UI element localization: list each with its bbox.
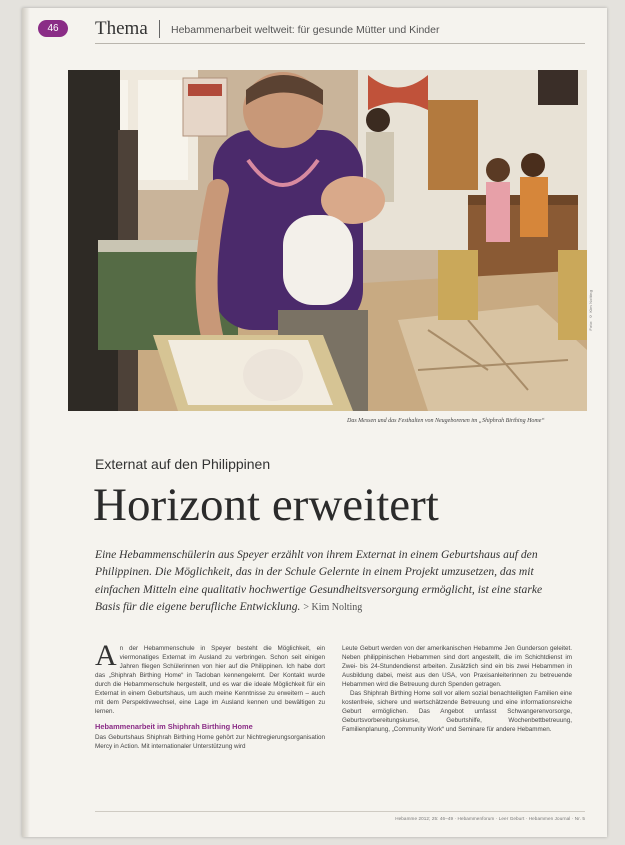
article-author: > Kim Nolting [303, 602, 363, 614]
lead-text: Eine Hebammenschülerin aus Speyer erzählt von ihrem Externat in einem Geburtshaus auf den Philippinen. Die Möglichkeit, das in der Schule Gelernte in einem Projekt umzusetzen, das mit einfachen Mitteln eine qualitativ hochwertige Gesundheitsversorgung ermöglicht, ist eine starke Basis für die eigene berufliche Entwicklung. [95, 548, 543, 614]
header-separator [159, 20, 160, 38]
page-number-badge: 46 [38, 20, 68, 37]
body-paragraph [95, 639, 325, 716]
body-column-1 [95, 639, 325, 751]
page-footer: Hebamme 2012; 25: 46–49 · Hebammenforum · Leer Geburt · Hebammen Journal · Nr. 5 [395, 816, 585, 821]
section-title: Thema [95, 18, 148, 39]
article-lead [95, 546, 565, 617]
body-paragraph: Das Geburtshaus Shiphrah Birthing Home gehört zur Nichtregierungsorganisation Mercy in Action. Mit internationaler Unterstützung wird [95, 734, 325, 750]
drop-cap: A [95, 639, 117, 672]
page-binding-shadow [22, 8, 30, 837]
body-paragraph: Das Shiphrah Birthing Home soll vor allem sozial benachteiligten Familien eine kostenfreie, sichere und wertschätzende Betreuung und eine informationsreiche Geburt ermöglichen. Das Angebot umfasst Schwangerenvorsorge, Geburtsvorbereitungskurse, Geburtshilfe, Wochenbettbetreuung, Familienplanung, „Community Work“ und Seminare für andere Hebammen. [342, 690, 572, 733]
photo-credit: Foto: © Kim Nolting [588, 290, 593, 331]
article-kicker: Externat auf den Philippinen [95, 456, 271, 472]
paragraph-text: n der Hebammenschule in Speyer besteht die Möglichkeit, ein viermonatiges Externat im Ausland zu verbringen. Schon seit einigen Jahren fliegen Schülerinnen von hier auf die Philippinen. Ich habe dort das „Shiphrah Birthing Home“ in Tacloban kennengelernt. Der Kontakt wurde durch die Hebammenschule hergestellt, und es war die ideale Möglichkeit für ein Externat in einem Geburtshaus, um auch meine Kenntnisse zu erweitern – auch mit dem Perspektivwechsel, eine Lage im Ausland kennen und bewältigen zu lernen. [95, 645, 325, 715]
photo-caption: Das Messen und das Festhalten von Neugeborenen im „Shiphrah Birthing Home“ [347, 418, 545, 424]
article-headline: Horizont erweitert [93, 479, 439, 531]
body-subheading: Hebammenarbeit im Shiphrah Birthing Home [95, 722, 253, 731]
article-photo [68, 70, 587, 411]
body-paragraph: Leute Geburt werden von der amerikanischen Hebamme Jen Gunderson geleitet. Neben philippinischen Hebammen sind dort angestellt, die im Schichtdienst im Zwei- bis 24-Stundendienst arbeiten. Zusätzlich sind ein bis zwei Hebammen in Ausbildung dabei, meist aus den USA, von Praxisanleiterinnen zu betreuende Hebammen wird die Betreuung durch Spenden getragen. [342, 645, 572, 688]
header-topic: Hebammenarbeit weltweit: für gesunde Mütter und Kinder [171, 24, 440, 36]
header-rule [95, 43, 585, 44]
footer-rule [95, 811, 585, 812]
body-column-2 [342, 644, 572, 734]
